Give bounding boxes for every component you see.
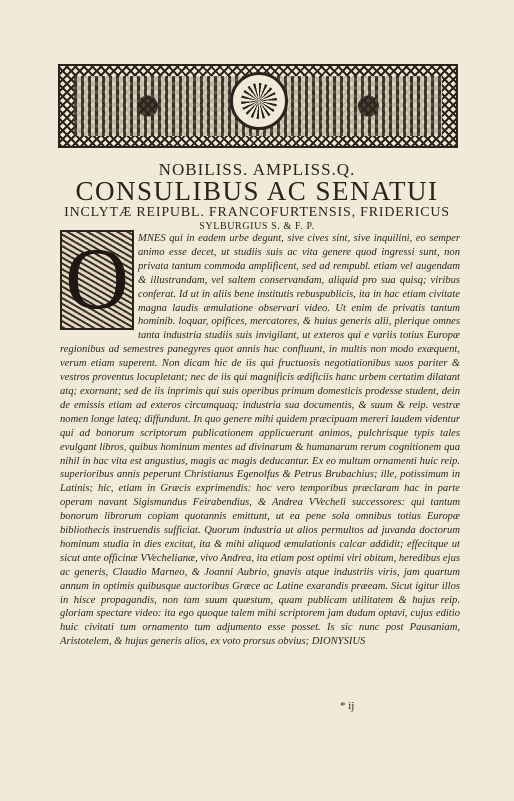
- sunburst-icon: [241, 83, 277, 119]
- initial-letter: O: [65, 231, 129, 328]
- dedication-line-1: NOBILISS. AMPLISS.Q.: [158, 160, 356, 179]
- ornamental-headpiece: [58, 64, 458, 148]
- dedication-line-4: SYLBURGIUS S. & F. P.: [199, 221, 315, 232]
- initial-spacer: [60, 232, 138, 334]
- dedication-line-3: INCLYTÆ REIPUBL. FRANCOFURTENSIS, FRIDERICUS: [64, 205, 450, 220]
- body-paragraph: MNES qui in eadem urbe degunt, sive cives sint, sive inquilini, eo semper animo esse decet, ut studiis suis ac vita genere quod ingressi sunt, non privata tantum commoda amplificent, sed ad rempubl. etiam vel augendam & illustrandam, vel saltem conservandam, aliquid pro sua quisq; viribus conferat. Id ut in aliis bene institutis rebuspublicis, ita in hac etiam civitate magna laudis æmulatione observari video. Ut enim de privatis tantum hominib. loquar, opifices, mercatores, & huius generis alii, plerique omnes tanta industria studiis suis invigilant, ut exteros qui e variis totius Europæ regionibus ad semestres panegyres quot annis huc confluunt, in multis non modo exæquent, verum etiam superent. Non dicam hic de iis qui fructuosis negotiationibus suos pariter & vestros proventus locupletant; nec de iis qui magnificis ædificiis hanc urbem certatim dilatant atq; exornant; sed de iis inprimis qui suis operibus primum domesticis prodesse student, dein de emissis etiam ad exteros circumquaq; industria sua documentis, & suum & reip. vestræ nomen longe lateq; diffundunt. In quo genere mihi quidem præcipuam mereri laudem videntur qui ad bonorum scriptorum publicationem applicuerunt animos, pulchrisque typis tales evulgant libros, quibus hominum mentes ad divinarum & humanarum rerum cognitionem qua nihil in hac vita est angustius, magis ac magis deducantur. Ex eo multum ornamenti huic reip. superioribus annis peperunt Christianus Egenolfus & Petrus Brubachius; ille, potissimum in Latinis; hic, etiam in Græcis exprimendis: hoc vero temporibus præclaram hac in parte operam navant Sigismundus Feirabendius, & Andrea VVecheli successores: qui tantum bonorum librorum copiam quotannis emittunt, ut ea pene sola omnibus totius Europæ bibliothecis instruendis sufficiat. Quorum industria ut alios permultos ad juvanda doctorum hominum studia in dies excitat, ita & mihi aliquod æmulationis calcar addidit; effecitque ut sicut ante officinæ VVechelianæ, vivo Andrea, ita etiam post optimi viri obitum, heredibus ejus ac generis, Claudio Marneo, & Joanni Aubrio, gnavis atque industriis viris, jam quartum annum in optimis quibusque auctoribus Græce ac Latine exarandis præeam. Sicut igitur illos in hisce propagandis, non tam suum quæstum, quam publicam utilitatem & hujus reip. gloriam spectare video: ita ego quoque talem mihi scriptorem jam dudum optavi, cujus editio huic civitati tum ornamento tum adjumento esse posset. Is sic nunc post Pausaniam, Aristotelem, & hujus generis alios, ex voto prorsus obvius; DIONYSIUS: [60, 233, 460, 648]
- catchword: * ij: [340, 700, 355, 712]
- dedication-body: [60, 232, 460, 649]
- headpiece-medallion: [230, 72, 288, 130]
- dedication-heading: CONSULIBUS AC SENATUI: [75, 176, 439, 206]
